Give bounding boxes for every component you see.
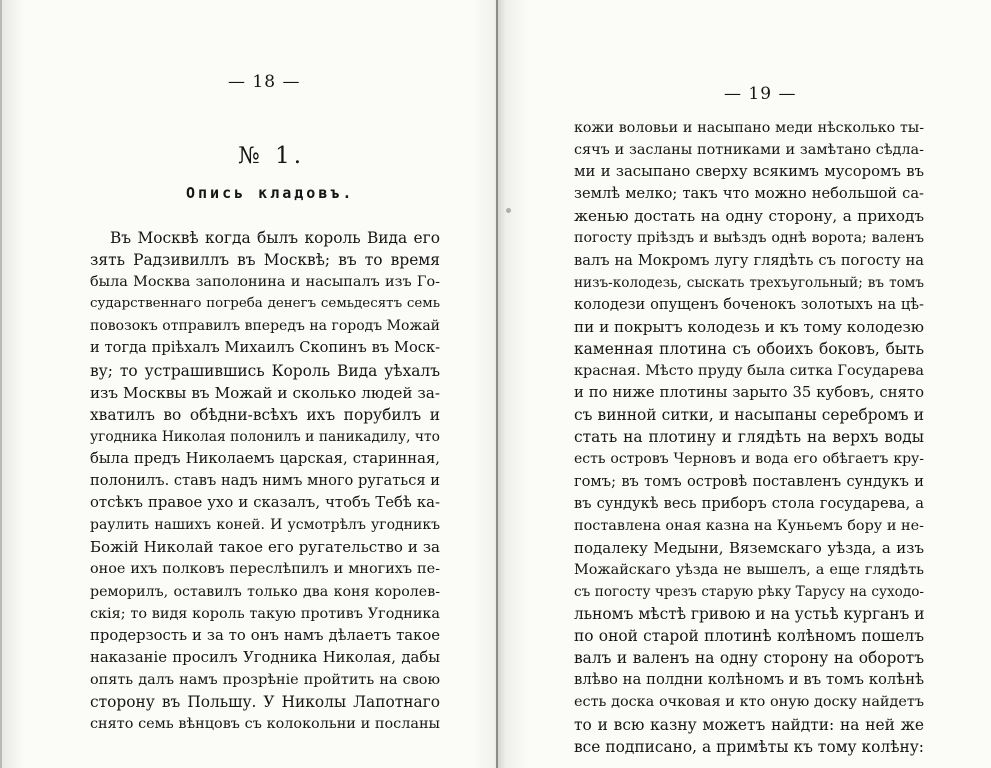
text-line: сторону въ Польшу. У Николы Лапотнаго: [90, 692, 440, 711]
text-line: угодника Николая полонилъ и паникадилу, что: [90, 428, 440, 445]
text-line: Можайскаго уѣзда не вышелъ, а еще глядѣть: [574, 561, 924, 578]
text-line: валъ на Мокромъ лугу глядѣть съ погосту на: [574, 251, 924, 269]
text-line: стать на плотину и глядѣть на верхъ воды: [574, 428, 924, 447]
text-line: кожи воловьи и насыпано меди нѣсколько ты-: [574, 120, 924, 136]
text-line: наказаніе просилъ Угодника Николая, дабы: [90, 648, 440, 666]
text-line: красная. Мѣсто пруду была ситка Государева: [574, 363, 924, 380]
text-line: продерзость и за то онъ намъ дѣлаетъ такое: [90, 626, 440, 644]
left-body-text: [90, 227, 440, 735]
text-line: подалеку Медыни, Вяземскаго уѣзда, а изъ: [574, 538, 924, 557]
text-line: раулить нашихъ коней. И усмотрѣлъ угодникъ: [90, 517, 440, 534]
document-heading: Опись кладовъ.: [186, 184, 355, 202]
page-number: — 18 —: [228, 72, 301, 92]
text-line: въ сундукѣ весь приборъ стола государева, а: [574, 494, 924, 512]
text-line: и тогда пріѣхалъ Михаилъ Скопинъ въ Моск-: [90, 339, 440, 357]
text-line: была предъ Николаемъ царская, старинная,: [90, 449, 440, 467]
text-line: ву; то устрашившись Король Вида уѣхалъ: [90, 361, 440, 380]
text-line: скія; то видя король такую противъ Угодника: [90, 605, 440, 622]
text-line: повозокъ отправилъ впередъ на городъ Можай: [90, 318, 440, 335]
text-line: льномъ мѣстѣ гривою и на устьѣ курганъ и: [574, 605, 924, 624]
text-line: сячъ и засланы потниками и замѣтано сѣдла-: [574, 142, 924, 159]
text-line: сударственнаго погреба денегъ семьдесятъ семь: [90, 296, 440, 312]
text-line: по оной старой плотинѣ колѣномъ пошелъ: [574, 627, 924, 646]
text-line: влѣво на полдни колѣномъ и въ томъ колѣнѣ: [574, 671, 924, 689]
text-line: съ винной ситки, и насыпаны серебромъ и: [574, 406, 924, 425]
text-line: хватилъ во обѣдни-всѣхъ ихъ порубилъ и: [90, 405, 440, 424]
document-number: № 1.: [238, 143, 306, 169]
text-line: низъ-колодезь, сыскать трехъугольный; въ томъ: [574, 274, 924, 291]
right-body-text: [574, 117, 924, 758]
ink-spot: [506, 208, 511, 213]
text-line: погосту пріѣздъ и выѣздъ однѣ ворота; валенъ: [574, 230, 924, 247]
text-line: есть доска очковая и кто оную доску найдетъ: [574, 694, 924, 711]
text-line: зять Радзивиллъ въ Москвѣ; въ то время: [90, 251, 440, 270]
text-line: опять далъ намъ прозрѣніе пройтить на свою: [90, 671, 440, 688]
text-line: изъ Москвы въ Можай и сколько людей за-: [90, 383, 440, 402]
text-line: колодези опущенъ боченокъ золотыхъ на цѣ-: [574, 295, 924, 313]
text-line: гомъ; въ томъ островѣ поставленъ сундукъ и: [574, 472, 924, 490]
text-line: оное ихъ полковъ переслѣпилъ и многихъ пе-: [90, 561, 440, 578]
text-line: отсѣкъ правое ухо и сказалъ, чтобъ Тебѣ ка-: [90, 494, 440, 512]
text-line: Божій Николай такое его ругательство и за: [90, 538, 440, 557]
text-line: реморилъ, оставилъ только два коня королев-: [90, 583, 440, 600]
text-line: землѣ мелко; такъ что можно небольшой са-: [574, 185, 924, 203]
text-line: съ погосту чрезъ старую рѣку Тарусу на суходо-: [574, 583, 924, 600]
text-line: Въ Москвѣ когда былъ король Вида его: [110, 229, 440, 247]
text-line: полонилъ. ставъ надъ нимъ много ругаться и: [90, 472, 440, 490]
text-line: поставлена оная казна на Куньемъ бору и не-: [574, 517, 924, 534]
text-line: каменная плотина съ обоихъ боковъ, быть: [574, 339, 924, 358]
right-page: [498, 0, 991, 768]
page-number: — 19 —: [724, 84, 797, 104]
text-line: и по ниже плотины зарыто 35 кубовъ, снято: [574, 384, 924, 402]
text-line: есть островъ Черновъ и вода его обѣгаетъ кру-: [574, 451, 924, 468]
text-line: валъ и валенъ на одну сторону на оборотъ: [574, 649, 924, 668]
text-line: ми и засыпано сверху всякимъ мусоромъ въ: [574, 163, 924, 181]
text-line: пи и покрытъ колодезь и къ тому колодезю: [574, 317, 924, 336]
text-line: была Москва заполонина и насыпалъ изъ Го-: [90, 274, 440, 291]
text-line: снято семь вѣнцовъ съ колокольни и посланы: [90, 716, 440, 733]
text-line: женью достать на одну сторону, а приходъ: [574, 207, 924, 226]
text-line: то и всю казну можетъ найдти: на ней же: [574, 715, 924, 734]
text-line: все подписано, а примѣты къ тому колѣну:: [574, 737, 924, 756]
